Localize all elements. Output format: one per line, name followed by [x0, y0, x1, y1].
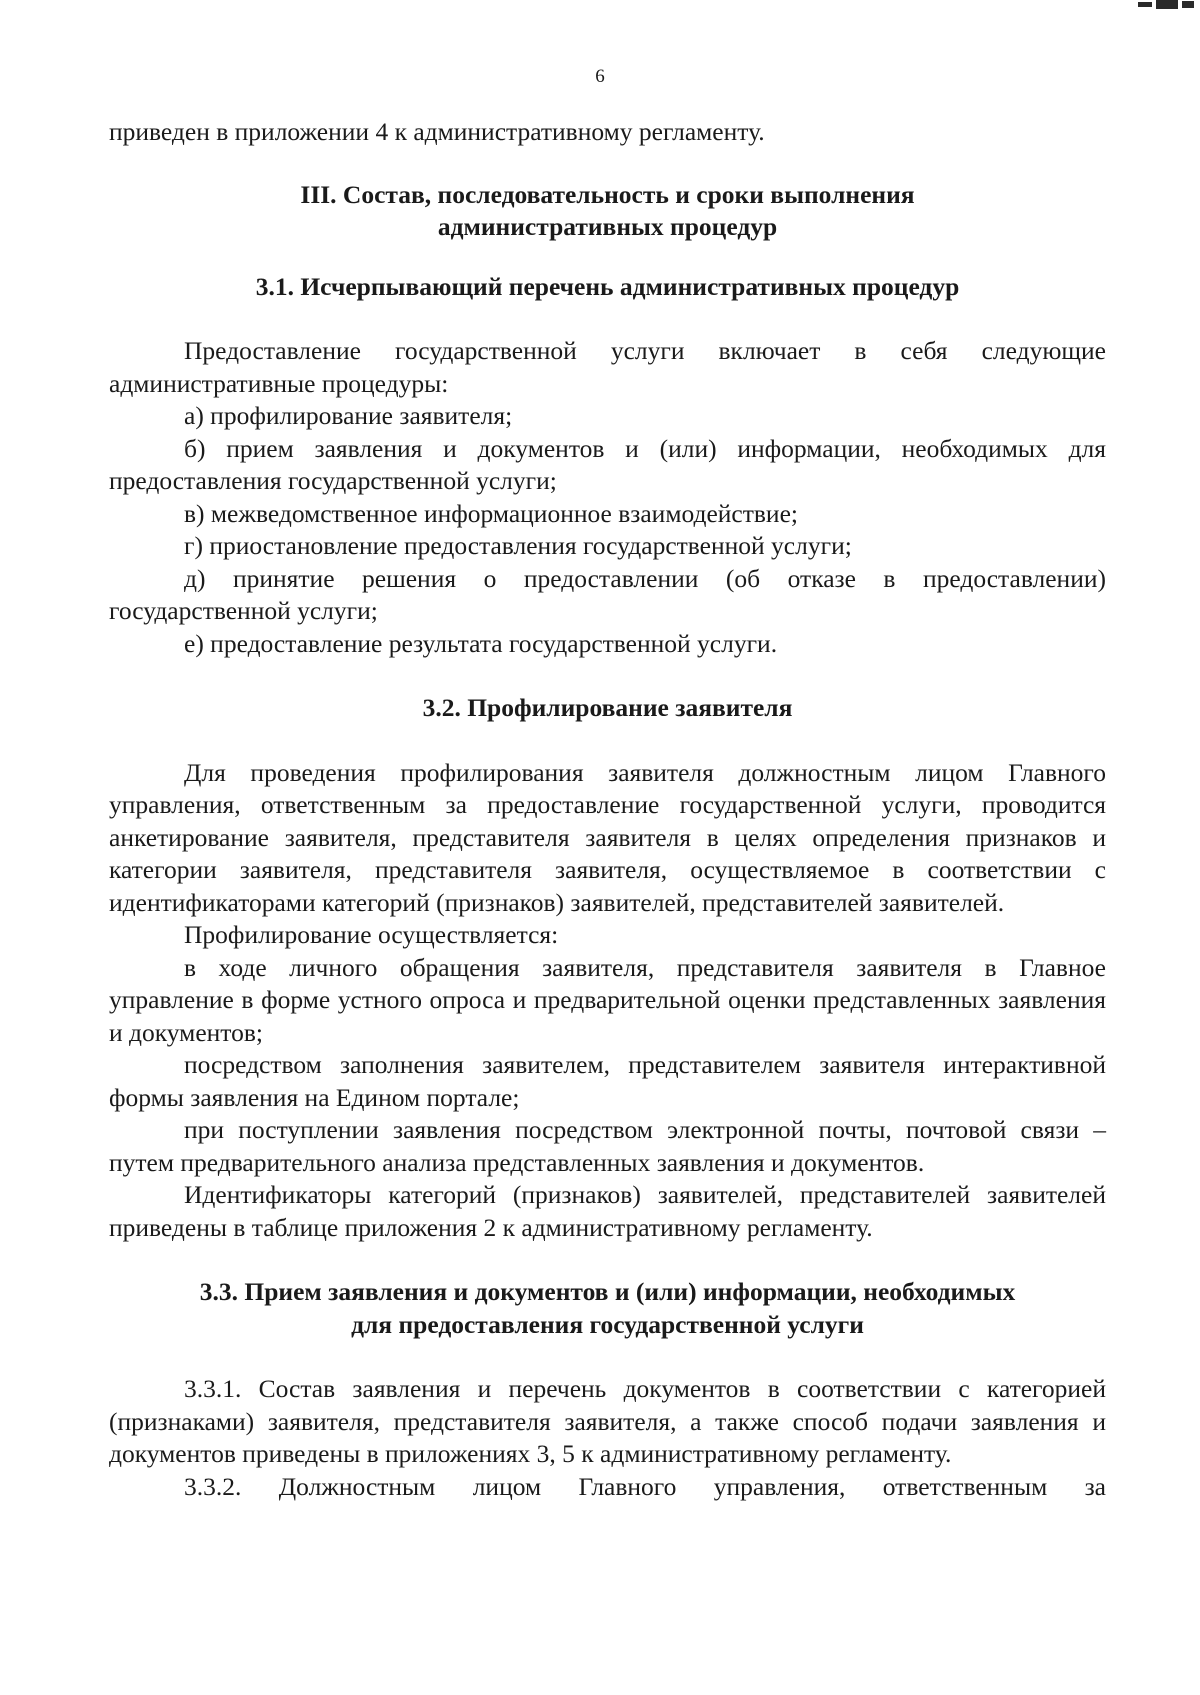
- subsection-3-2-heading: 3.2. Профилирование заявителя: [422, 693, 793, 722]
- procedure-item-e: е) предоставление результата государственной услуги.: [184, 628, 778, 658]
- procedure-item-v: в) межведомственное информационное взаимодействие;: [184, 498, 798, 528]
- profiling-paragraph-2: Профилирование осуществляется:: [184, 920, 559, 949]
- document-body: [109, 116, 1106, 1503]
- profiling-paragraph-5: при поступлении заявления посредством электронной почты, почтовой связи – путем предварительного анализа представленных заявления и документов.: [109, 1115, 1106, 1177]
- page-break-continuation: [109, 1471, 1106, 1504]
- profiling-paragraph-1: Для проведения профилирования заявителя должностным лицом Главного управления, ответственным за предоставление государственной услуги, проводится анкетирование заявителя, представителя заявителя в целях определения признаков и категории заявителя, представителя заявителя, осуществляемое в соответствии с идентификаторами категорий (признаков) заявителей, представителей заявителей.: [109, 757, 1106, 917]
- subsection-3-3-heading-line-2: для предоставления государственной услуги: [351, 1309, 864, 1339]
- procedures-intro: Предоставление государственной услуги включает в себя следующие административные процедуры:: [109, 336, 1106, 398]
- profiling-paragraph-4: посредством заполнения заявителем, представителем заявителя интерактивной формы заявления на Едином портале;: [109, 1050, 1106, 1112]
- profiling-paragraph-3: в ходе личного обращения заявителя, представителя заявителя в Главное управление в форме устного опроса и предварительной оценки представленных заявления и документов;: [109, 952, 1106, 1047]
- section-3-heading: [109, 179, 1106, 244]
- subsection-3-3-heading-line-1: 3.3. Прием заявления и документов и (или) информации, необходимых: [199, 1277, 1016, 1306]
- procedure-item-b: б) прием заявления и документов и (или) информации, необходимых для предоставления государственной услуги;: [109, 433, 1106, 495]
- paragraph-3-3-1: 3.3.1. Состав заявления и перечень документов в соответствии с категорией (признаками) заявителя, представителя заявителя, а также способ подачи заявления и документов приведены в приложениях 3, 5 к административному регламенту.: [109, 1374, 1106, 1468]
- section-3-heading-line-2: административных процедур: [437, 212, 778, 241]
- subsection-3-3-heading: [109, 1276, 1106, 1341]
- section-3-heading-line-1: III. Состав, последовательность и сроки выполнения: [300, 179, 915, 209]
- procedure-item-a: а) профилирование заявителя;: [184, 401, 513, 430]
- procedure-item-g: г) приостановление предоставления государственной услуги;: [184, 531, 852, 560]
- continuation-paragraph: приведен в приложении 4 к административному регламенту.: [109, 117, 765, 146]
- subsection-3-1-heading: 3.1. Исчерпывающий перечень административных процедур: [255, 271, 960, 301]
- profiling-paragraph-6: Идентификаторы категорий (признаков) заявителей, представителей заявителей приведены в таблице приложения 2 к административному регламенту.: [109, 1180, 1106, 1242]
- page-number: 6: [595, 66, 605, 87]
- scan-artifact: [1138, 0, 1196, 12]
- paragraph-3-3-2: 3.3.2. Должностным лицом Главного управления, ответственным за: [184, 1471, 1106, 1501]
- procedure-item-d: д) принятие решения о предоставлении (об отказе в предоставлении) государственной услуги;: [109, 563, 1106, 625]
